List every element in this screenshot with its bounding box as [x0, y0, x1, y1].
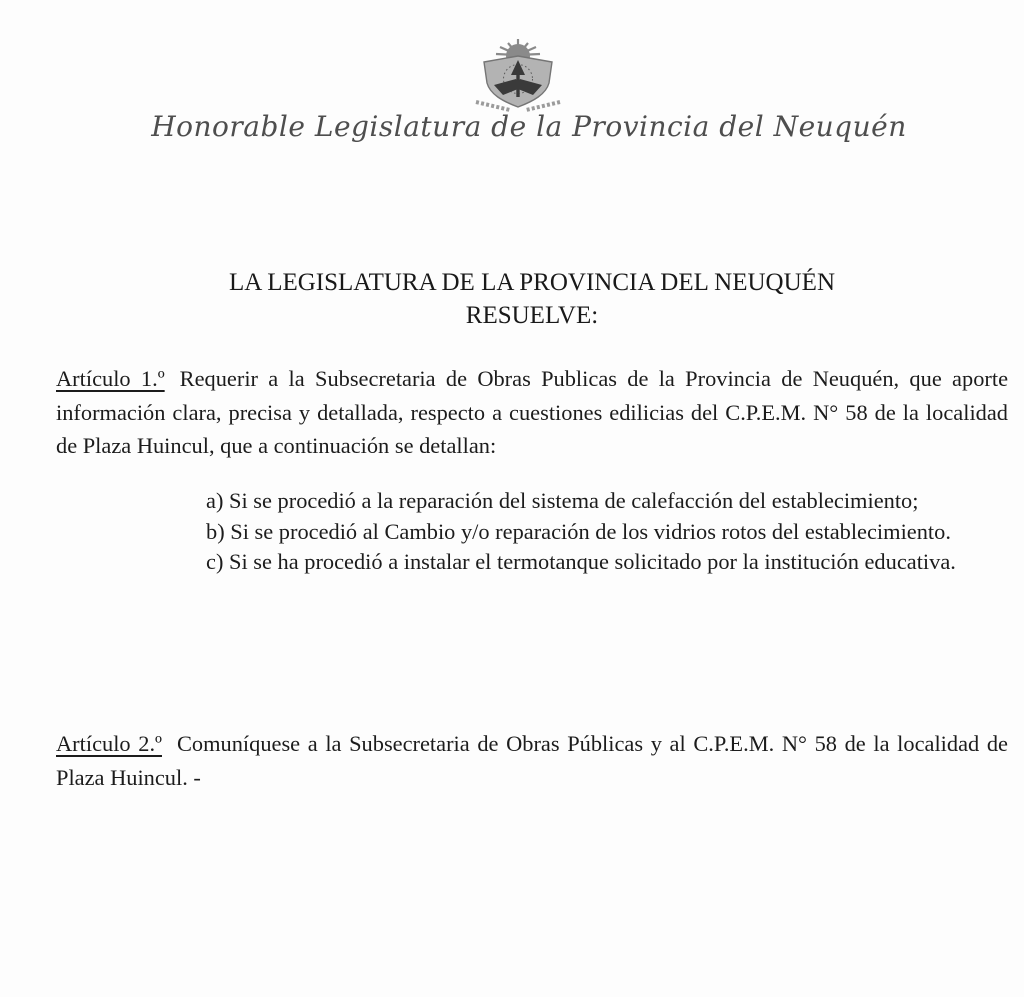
item-a-marker: a)	[206, 488, 224, 513]
article-1-label: Artículo 1.º	[56, 366, 165, 391]
article-2-text: Comuníquese a la Subsecretaria de Obras Públicas y al C.P.E.M. N° 58 de la localidad de Plaza Huincul. -	[56, 731, 1008, 790]
title-line-2: RESUELVE:	[465, 302, 599, 329]
list-item-b	[56, 517, 1008, 548]
item-a-text: Si se procedió a la reparación del sistema de calefacción del establecimiento;	[229, 488, 919, 513]
article-2-label: Artículo 2.º	[56, 731, 162, 756]
document-title	[56, 266, 1008, 332]
article-2	[56, 727, 1008, 794]
item-c-marker: c)	[206, 549, 224, 574]
list-item-c	[56, 547, 1008, 578]
coat-of-arms	[466, 37, 570, 115]
list-item-a	[56, 486, 1008, 517]
title-line-1: LA LEGISLATURA DE LA PROVINCIA DEL NEUQUÉN	[229, 269, 835, 296]
article-1-items	[56, 486, 1008, 578]
institution-name: Honorable Legislatura de la Provincia del Neuquén	[151, 110, 907, 143]
item-b-text: Si se procedió al Cambio y/o reparación de los vidrios rotos del establecimiento.	[230, 518, 951, 544]
item-b-marker: b)	[206, 518, 225, 544]
article-1-text: Requerir a la Subsecretaria de Obras Publicas de la Provincia de Neuquén, que aporte información clara, precisa y detallada, respecto a cuestiones edilicias del C.P.E.M. N° 58 de la localidad de Plaza Huincul, que a continuación se detallan:	[56, 366, 1009, 458]
article-1	[56, 362, 1008, 463]
item-c-text: Si se ha procedió a instalar el termotanque solicitado por la institución educativa.	[229, 549, 956, 574]
